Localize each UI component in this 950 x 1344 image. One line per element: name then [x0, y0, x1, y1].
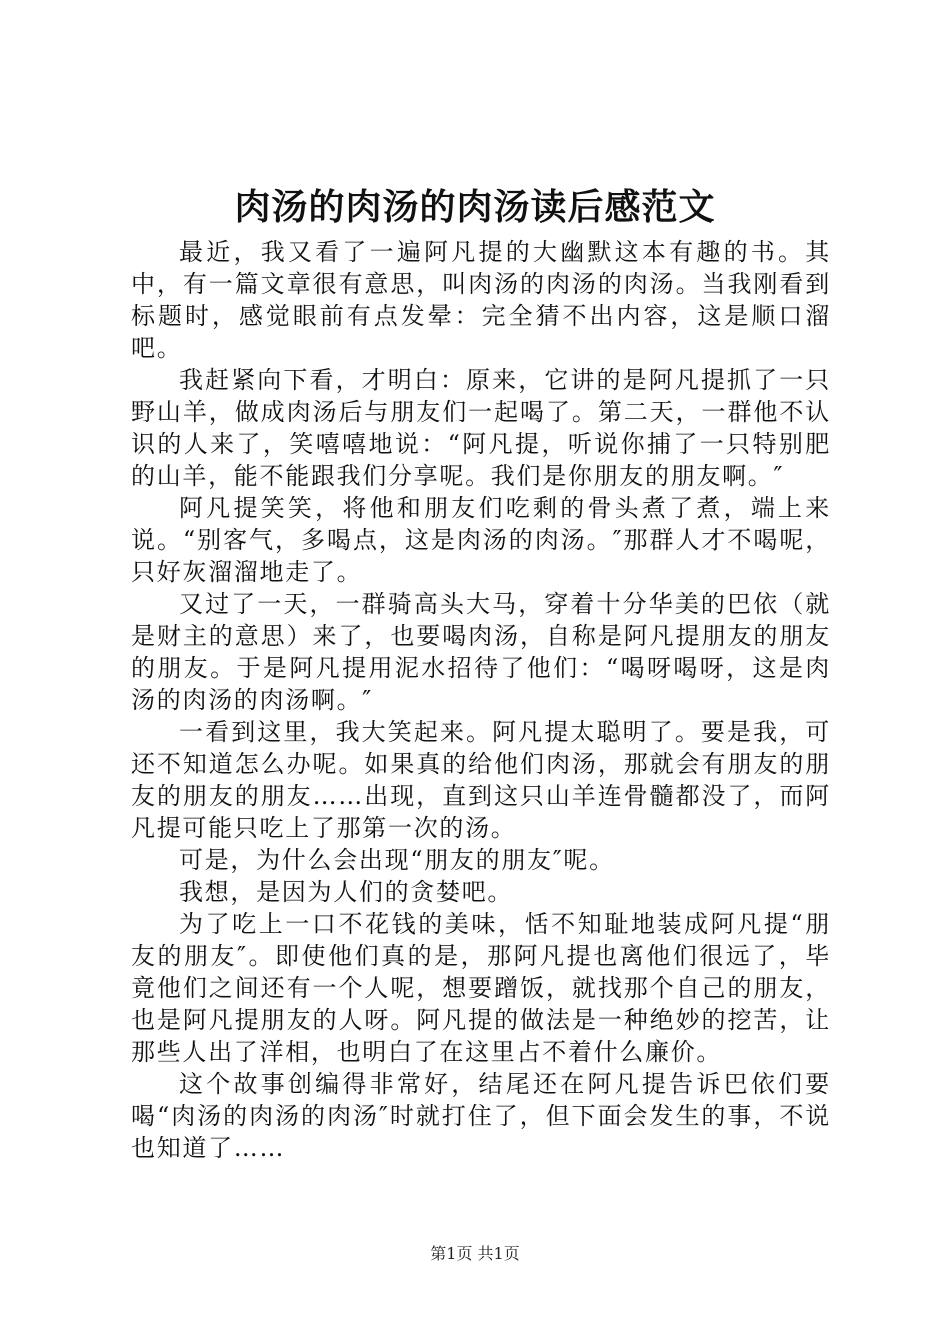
- document-title: 肉汤的肉汤的肉汤读后感范文: [234, 187, 716, 228]
- paragraph: 我赶紧向下看，才明白：原来，它讲的是阿凡提抓了一只野山羊，做成肉汤后与朋友们一起喝了。第二天，一群他不认识的人来了，笑嘻嘻地说：“阿凡提，听说你捕了一只特别肥的山羊，能不能跟我们分享呢。我们是你朋友的朋友啊。″: [131, 366, 831, 490]
- page-footer: 第1页 共1页: [430, 1244, 520, 1263]
- paragraph: 一看到这里，我大笑起来。阿凡提太聪明了。要是我，可还不知道怎么办呢。如果真的给他们肉汤，那就会有朋友的朋友的朋友的朋友……出现，直到这只山羊连骨髓都没了，而阿凡提可能只吃上了那第一次的汤。: [131, 718, 831, 842]
- paragraph: 这个故事创编得非常好，结尾还在阿凡提告诉巴依们要喝“肉汤的肉汤的肉汤″时就打住了，但下面会发生的事，不说也知道了……: [131, 1070, 831, 1162]
- paragraph: 我想，是因为人们的贪婪吧。: [179, 878, 514, 906]
- paragraph: 又过了一天，一群骑高头大马，穿着十分华美的巴依（就是财主的意思）来了，也要喝肉汤，自称是阿凡提朋友的朋友的朋友。于是阿凡提用泥水招待了他们：“喝呀喝呀，这是肉汤的肉汤的肉汤啊。″: [131, 590, 831, 714]
- paragraph: 最近，我又看了一遍阿凡提的大幽默这本有趣的书。其中，有一篇文章很有意思，叫肉汤的肉汤的肉汤。当我刚看到标题时，感觉眼前有点发晕：完全猜不出内容，这是顺口溜吧。: [131, 238, 831, 362]
- paragraph: 为了吃上一口不花钱的美味，恬不知耻地装成阿凡提“朋友的朋友″。即使他们真的是，那阿凡提也离他们很远了，毕竟他们之间还有一个人呢，想要蹭饭，就找那个自己的朋友，也是阿凡提朋友的人呀。阿凡提的做法是一种绝妙的挖苦，让那些人出了洋相，也明白了在这里占不着什么廉价。: [131, 910, 831, 1066]
- paragraph: 可是，为什么会出现“朋友的朋友″呢。: [179, 846, 615, 874]
- document-body: [131, 236, 831, 1164]
- paragraph: 阿凡提笑笑，将他和朋友们吃剩的骨头煮了煮，端上来说。“别客气，多喝点，这是肉汤的肉汤。″那群人才不喝呢，只好灰溜溜地走了。: [131, 494, 831, 586]
